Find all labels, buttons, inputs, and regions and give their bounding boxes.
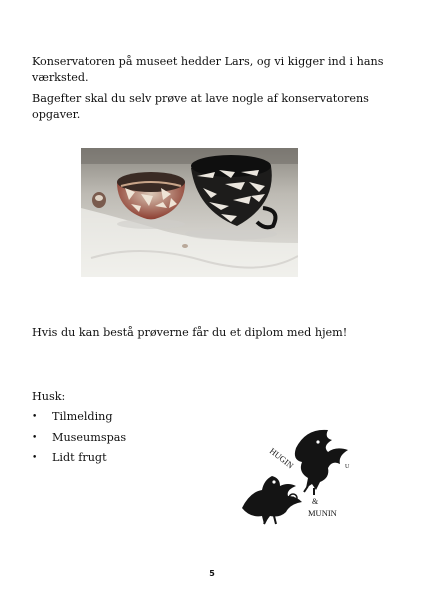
logo-word-bottom: MUNIN <box>308 508 337 518</box>
list-item <box>32 450 126 471</box>
task-paragraph: Bagefter skal du selv prøve at lave nogle af konservatorens opgaver. <box>32 92 369 121</box>
list-item <box>32 409 126 430</box>
list-item-label: Tilmelding <box>52 410 113 423</box>
bullet-icon: • <box>32 412 38 422</box>
logo-ampersand: & <box>312 497 319 506</box>
list-item <box>32 430 126 451</box>
bullet-icon: • <box>32 453 38 463</box>
remember-heading: Husk: <box>32 390 66 403</box>
hugin-munin-logo <box>236 420 362 530</box>
raven-icon <box>295 430 348 490</box>
bowls-photo <box>81 148 298 277</box>
remember-list <box>32 409 126 471</box>
logo-word-top: HUGIN <box>267 445 296 471</box>
logo-small-letter: U <box>345 464 350 470</box>
diploma-paragraph: Hvis du kan bestå prøverne får du et diplom med hjem! <box>32 326 348 339</box>
intro-paragraph: Konservatoren på museet hedder Lars, og vi kigger ind i hans værksted. <box>32 55 384 84</box>
list-item-label: Lidt frugt <box>52 451 107 464</box>
page-number: 5 <box>209 569 215 578</box>
raven-icon <box>242 476 302 524</box>
list-item-label: Museumspas <box>52 430 127 444</box>
bullet-icon: • <box>32 432 38 443</box>
